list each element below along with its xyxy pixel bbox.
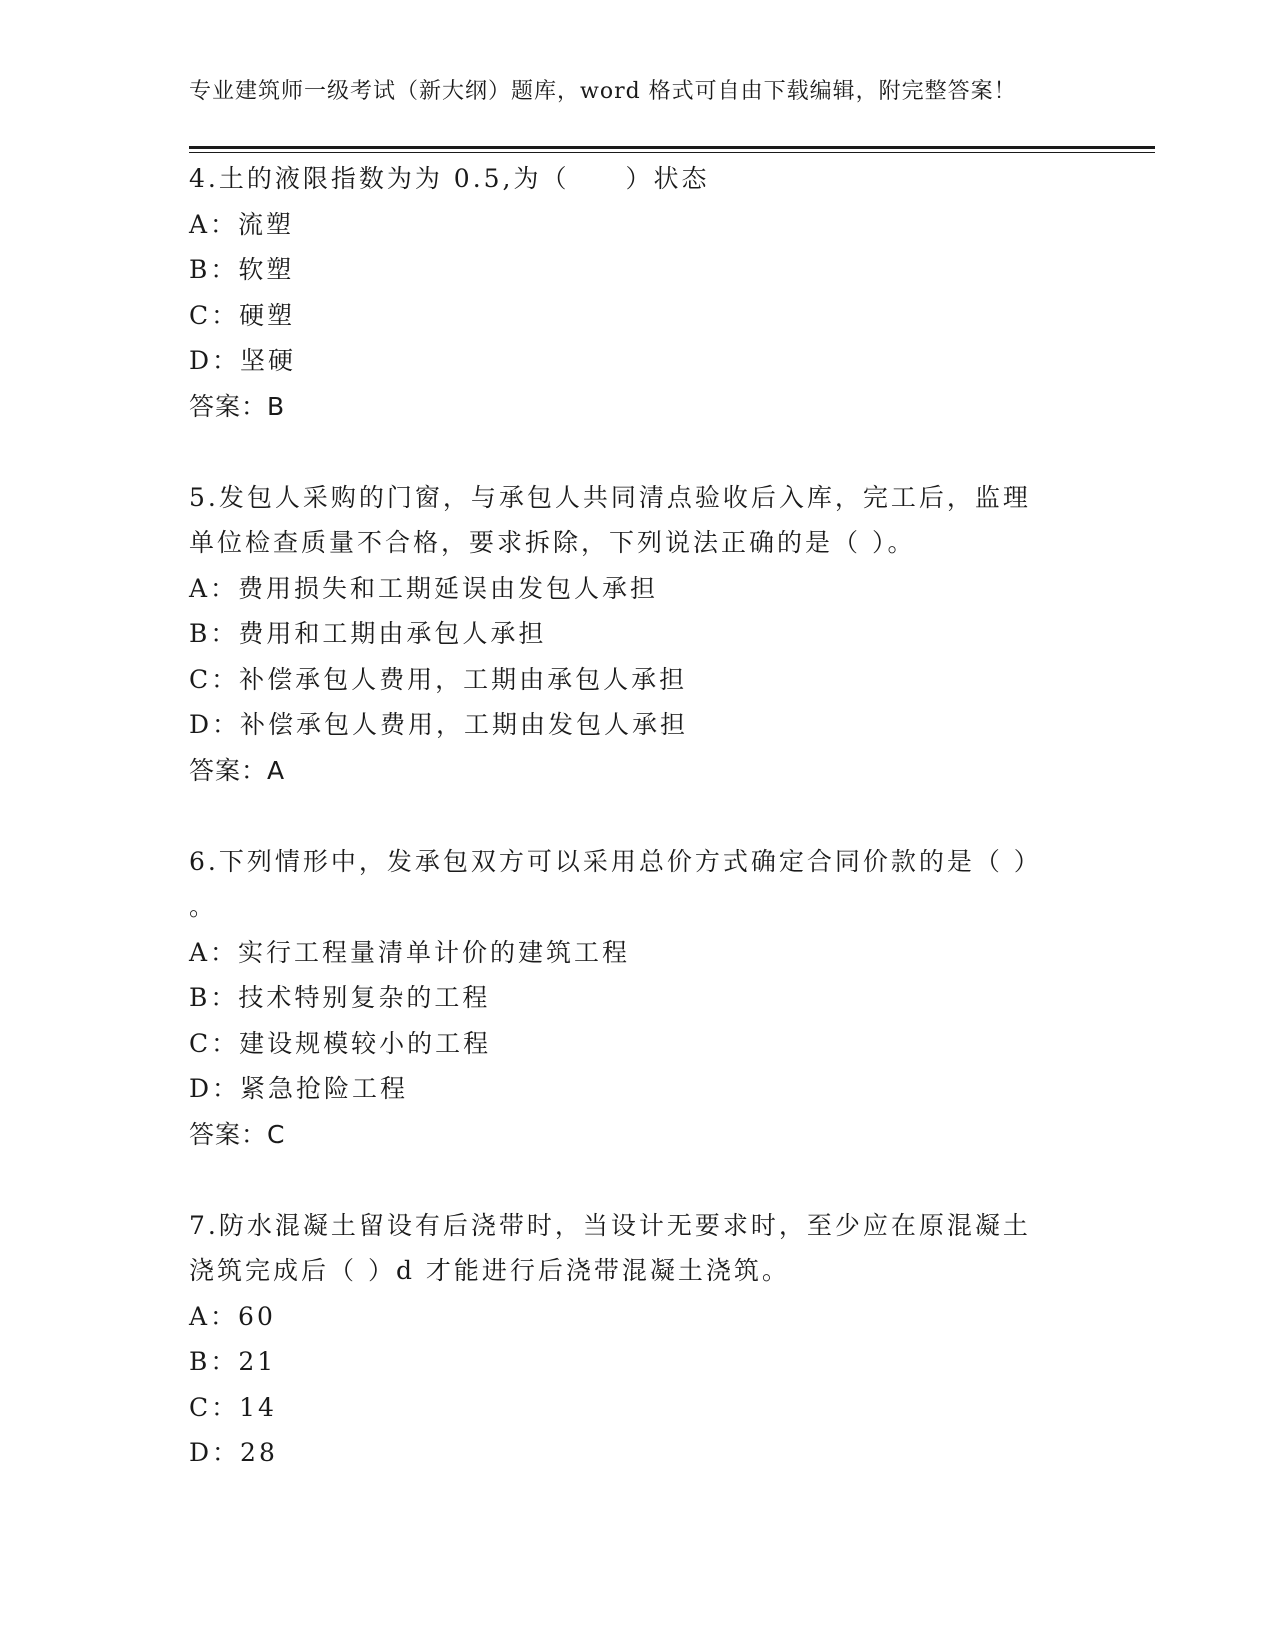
question-list bbox=[189, 156, 1069, 1476]
spacer bbox=[189, 793, 1069, 839]
question-stem-continued: 浇筑完成后（ ）d 才能进行后浇带混凝土浇筑。 bbox=[189, 1256, 790, 1285]
answer-line: 答案：B bbox=[189, 391, 286, 421]
header-rule-thin bbox=[189, 152, 1155, 153]
question-block bbox=[189, 475, 1069, 794]
question-block bbox=[189, 1203, 1069, 1476]
option-a: A：60 bbox=[189, 1301, 276, 1331]
option-c: C：14 bbox=[189, 1392, 277, 1422]
answer-line: 答案：C bbox=[189, 1119, 286, 1149]
header-rule-thick bbox=[189, 146, 1155, 149]
spacer bbox=[189, 429, 1069, 475]
option-d: D：补偿承包人费用，工期由发包人承担 bbox=[189, 710, 689, 739]
option-c: C：补偿承包人费用，工期由承包人承担 bbox=[189, 664, 688, 694]
question-stem: 5.发包人采购的门窗，与承包人共同清点验收后入库，完工后，监理 bbox=[189, 482, 1031, 512]
option-a: A：实行工程量清单计价的建筑工程 bbox=[189, 937, 631, 967]
page-header: 专业建筑师一级考试（新大纲）题库，word 格式可自由下载编辑，附完整答案！ bbox=[189, 79, 1017, 104]
question-block bbox=[189, 839, 1069, 1158]
question-stem: 4.土的液限指数为为 0.5,为（ ）状态 bbox=[189, 164, 710, 193]
option-b: B：软塑 bbox=[189, 255, 295, 284]
option-d: D：紧急抢险工程 bbox=[189, 1074, 409, 1103]
option-c: C：硬塑 bbox=[189, 300, 296, 330]
option-d: D：坚硬 bbox=[189, 346, 297, 375]
option-b: B：21 bbox=[189, 1347, 277, 1376]
question-stem-continued: 。 bbox=[189, 892, 218, 921]
question-stem: 7.防水混凝土留设有后浇带时，当设计无要求时，至少应在原混凝土 bbox=[189, 1210, 1031, 1240]
option-b: B：费用和工期由承包人承担 bbox=[189, 619, 547, 648]
option-b: B：技术特别复杂的工程 bbox=[189, 983, 491, 1012]
question-stem: 6.下列情形中，发承包双方可以采用总价方式确定合同价款的是（ ） bbox=[189, 846, 1042, 876]
option-a: A：流塑 bbox=[189, 209, 295, 239]
spacer bbox=[189, 1157, 1069, 1203]
question-block bbox=[189, 156, 1069, 429]
option-c: C：建设规模较小的工程 bbox=[189, 1028, 492, 1058]
answer-line: 答案：A bbox=[189, 755, 286, 785]
option-d: D：28 bbox=[189, 1438, 278, 1467]
question-stem-continued: 单位检查质量不合格，要求拆除，下列说法正确的是（ ）。 bbox=[189, 528, 916, 557]
option-a: A：费用损失和工期延误由发包人承担 bbox=[189, 573, 659, 603]
